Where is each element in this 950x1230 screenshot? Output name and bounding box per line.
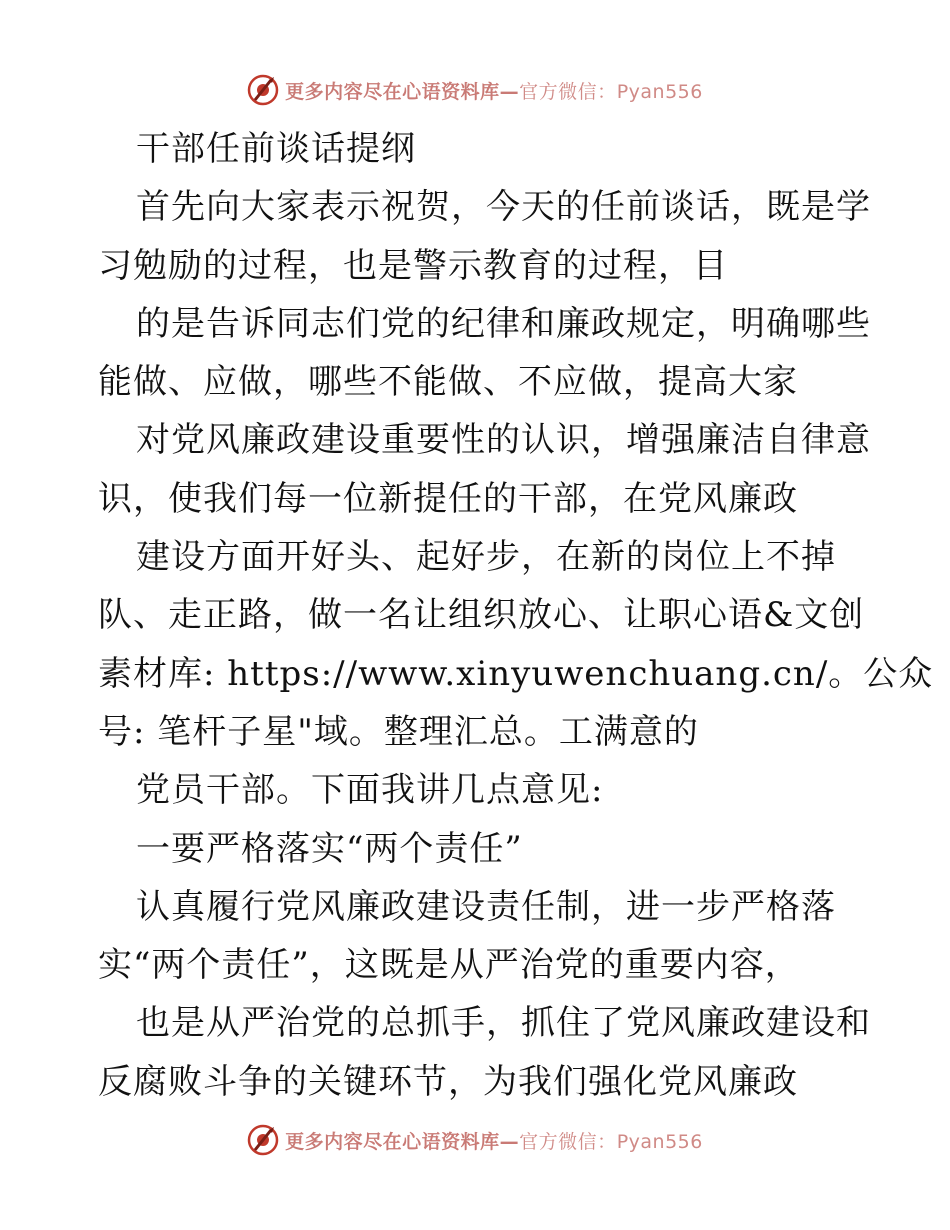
text-line: 能做、应做，哪些不能做、不应做，提高大家 [98, 362, 798, 403]
document-body [98, 120, 934, 1111]
logo-icon [247, 1124, 279, 1156]
text-line: 党员干部。下面我讲几点意见: [136, 770, 604, 811]
text-line: 建设方面开好头、起好步，在新的岗位上不掉 [136, 537, 836, 578]
text-line: 号: 笔杆子星"域。整理汇总。工满意的 [98, 711, 699, 752]
watermark-text [285, 1127, 703, 1154]
watermark-wechat-id: Pyan556 [616, 1130, 703, 1153]
watermark-wechat-label: 官方微信： [519, 1130, 617, 1153]
watermark-text [285, 77, 703, 104]
document-title: 干部任前谈话提纲 [136, 129, 416, 169]
text-line: 一要严格落实“两个责任” [136, 828, 523, 869]
watermark-separator: — [499, 1130, 520, 1153]
watermark-brand: 更多内容尽在心语资料库 [285, 80, 500, 103]
watermark-wechat-label: 官方微信： [519, 80, 617, 103]
watermark-wechat-id: Pyan556 [616, 80, 703, 103]
watermark-brand: 更多内容尽在心语资料库 [285, 1130, 500, 1153]
text-line: 队、走正路，做一名让组织放心、让职心语&文创 [98, 595, 865, 636]
text-line: 认真履行党风廉政建设责任制，进一步严格落 [136, 886, 836, 927]
text-line: 的是告诉同志们党的纪律和廉政规定，明确哪些 [136, 303, 871, 344]
footer-watermark [0, 1120, 950, 1160]
header-watermark [0, 70, 950, 110]
text-line: 实“两个责任”，这既是从严治党的重要内容， [98, 945, 800, 986]
text-line: 首先向大家表示祝贺，今天的任前谈话，既是学 [136, 187, 871, 228]
logo-icon [247, 74, 279, 106]
text-line: 识，使我们每一位新提任的干部，在党风廉政 [98, 478, 798, 519]
text-line: 习勉励的过程，也是警示教育的过程，目 [98, 245, 728, 286]
watermark-separator: — [499, 80, 520, 103]
text-line: 也是从严治党的总抓手，抓住了党风廉政建设和 [136, 1003, 871, 1044]
text-line: 对党风廉政建设重要性的认识，增强廉洁自律意 [136, 420, 871, 461]
text-line: 素材库: https://www.xinyuwenchuang.cn/。公众 [98, 653, 934, 694]
text-line: 反腐败斗争的关键环节，为我们强化党风廉政 [98, 1061, 798, 1102]
